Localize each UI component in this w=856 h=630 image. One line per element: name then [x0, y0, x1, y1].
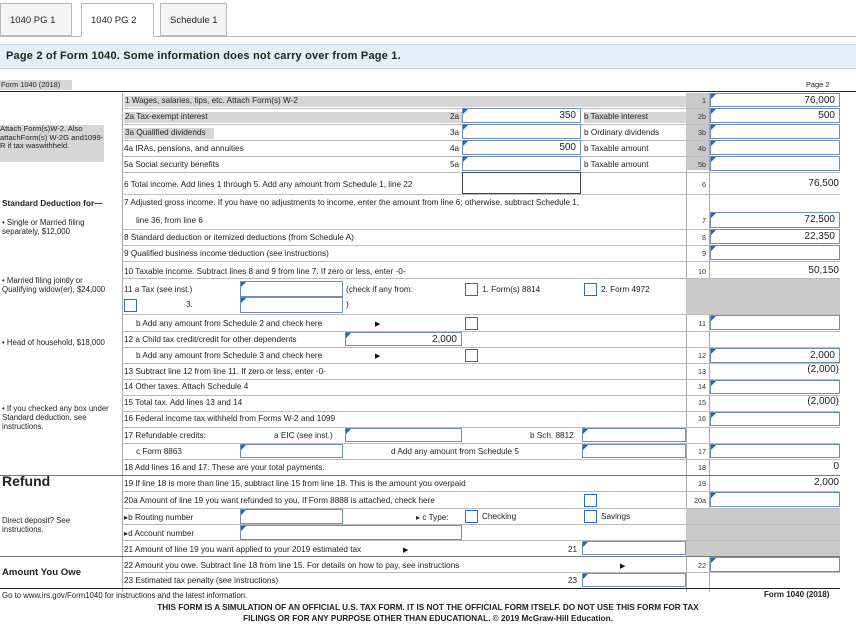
line11-item3-label: 3. [186, 300, 193, 309]
linenum-22: 22 [698, 561, 706, 570]
line7-label: 7 Adjusted gross income. If you have no adjustments to income, enter the amount from line 6; otherwise, subtract Schedule 1, [124, 198, 580, 207]
footer-rule [0, 588, 840, 589]
line11-input[interactable] [710, 315, 840, 330]
row-rule [122, 261, 840, 262]
line19-value: 2,000 [813, 477, 839, 488]
row-rule [122, 572, 840, 573]
tabbar-divider [154, 36, 856, 37]
line15-label: 15 Total tax. Add lines 13 and 14 [124, 398, 243, 407]
line12b-label: b Add any amount from Schedule 3 and check here [136, 351, 323, 360]
line4b-label: b Taxable amount [584, 144, 649, 153]
line13-value: (2,000) [807, 364, 839, 375]
line16-label: 16 Federal income tax withheld from Forms W-2 and 1099 [124, 414, 335, 423]
footer-form-id: Form 1040 (2018) [764, 590, 830, 599]
checking-label: Checking [482, 512, 517, 521]
banner-text: Page 2 of Form 1040. Some information does not carry over from Page 1. [6, 50, 401, 62]
row-rule [122, 427, 840, 428]
line20d-label: ▸d Account number [124, 529, 195, 538]
line5b-input[interactable] [710, 156, 840, 171]
line2b-input[interactable]: 500 [710, 108, 840, 123]
line18-label: 18 Add lines 16 and 17. These are your total payments. [124, 463, 325, 472]
line5a-label: 5a Social security benefits [124, 160, 220, 169]
line3b-label: b Ordinary dividends [584, 128, 660, 137]
shade-line11a [686, 278, 840, 314]
linenum-16: 16 [698, 414, 706, 423]
line20c-label: ▸ c Type: [416, 513, 449, 522]
line2a-label: 2a Tax-exempt interest [124, 112, 462, 123]
line17a-label: a EIC (see inst.) [274, 431, 333, 440]
routing-number-input[interactable] [240, 509, 343, 524]
linenum-10: 10 [698, 267, 706, 276]
row-rule [122, 278, 840, 279]
linenum-2b: 2b [698, 112, 706, 121]
sub-4a: 4a [450, 144, 460, 153]
line12a-label: 12 a Child tax credit/credit for other dependents [124, 335, 297, 344]
line9-qbi-input[interactable] [710, 245, 840, 260]
linenum-19: 19 [698, 479, 706, 488]
arrow-right-icon: ▶ [620, 563, 626, 570]
paren-close: ) [346, 300, 349, 309]
line17-input[interactable] [710, 444, 840, 458]
std-married: • Married filing jointly or Qualifying widow(er), $24,000 [2, 276, 106, 294]
std-single: • Single or Married filing separately, $12,000 [2, 218, 85, 236]
sub-2a: 2a [450, 112, 460, 121]
form-4972-label: 2. Form 4972 [601, 285, 650, 294]
line11-other-checkbox[interactable] [124, 299, 137, 312]
checking-checkbox[interactable] [465, 510, 478, 523]
tabbar-divider [0, 36, 81, 37]
header-rule [0, 91, 856, 92]
amount-owe-title: Amount You Owe [2, 567, 82, 578]
arrow-right-icon: ▶ [375, 321, 381, 328]
linenum-11: 11 [698, 319, 706, 328]
footer-instructions: Go to www.irs.gov/Form1040 for instructions and the latest information. [2, 591, 248, 600]
line21-estimated-input[interactable] [582, 541, 686, 555]
line6-blank-box [462, 172, 581, 194]
line6-label: 6 Total income. Add lines 1 through 5. Add any amount from Schedule 1, line 22 [124, 180, 413, 189]
row-rule [122, 194, 840, 195]
form-8814-checkbox[interactable] [465, 283, 478, 296]
line1-label: 1 Wages, salaries, tips, etc. Attach Form(s) W-2 [124, 96, 686, 107]
linenum-1: 1 [702, 96, 706, 105]
line17c-input[interactable] [240, 444, 343, 458]
line14-label: 14 Other taxes. Attach Schedule 4 [124, 382, 249, 391]
tab-1040-pg1[interactable]: 1040 PG 1 [0, 3, 72, 36]
linenum-18: 18 [698, 463, 706, 472]
line22-label: 22 Amount you owe. Subtract line 18 from line 15. For details on how to pay, see instructions [124, 561, 460, 570]
line16-withheld-input[interactable] [710, 412, 840, 426]
std-checked: • If you checked any box under Standard deduction, see instructions. [2, 404, 109, 431]
line18-value: 0 [833, 461, 839, 472]
form-8888-checkbox[interactable] [584, 494, 597, 507]
line17a-eic-input[interactable] [345, 428, 462, 442]
line1-wages-input[interactable]: 76,000 [710, 93, 840, 107]
std-head: • Head of household, $18,000 [2, 338, 105, 347]
linenum-3b: 3b [698, 128, 706, 137]
linenum-17: 17 [698, 447, 706, 456]
line3b-input[interactable] [710, 124, 840, 139]
line7-label-cont: line 36, from line 6 [136, 216, 203, 225]
line23-label: 23 Estimated tax penalty (see instructions) [124, 576, 279, 585]
line9-label: 9 Qualified business income deduction (see instructions) [124, 249, 329, 258]
line17-label: 17 Refundable credits: [124, 431, 206, 440]
savings-label: Savings [601, 512, 631, 521]
row-rule [122, 540, 840, 541]
sidebar-attach: Attach Form(s)W-2. Also attachForm(s) W-2G and1099-R if tax waswithheld. [0, 125, 104, 162]
line13-label: 13 Subtract line 12 from line 11. If zero or less, enter -0- [124, 367, 326, 376]
line4a-label: 4a IRAs, pensions, and annuities [124, 144, 244, 153]
line17b-input[interactable] [582, 428, 686, 442]
line19-label: 19 If line 18 is more than line 15, subtract line 15 from line 18. This is the amount you overpaid [124, 479, 466, 488]
line6-value: 76,500 [808, 178, 839, 189]
line17b-label: b Sch. 8812 [530, 431, 574, 440]
line3a-input[interactable] [462, 124, 581, 139]
line12-input[interactable]: 2,000 [710, 348, 840, 363]
sub-23: 23 [568, 576, 578, 585]
row-rule [122, 459, 840, 460]
linenum-4b: 4b [698, 144, 706, 153]
arrow-right-icon: ▶ [375, 353, 381, 360]
savings-checkbox[interactable] [584, 510, 597, 523]
refund-title: Refund [2, 473, 51, 489]
tab-schedule-1[interactable]: Schedule 1 [160, 3, 227, 36]
linenum-6: 6 [702, 180, 706, 189]
line11b-checkbox[interactable] [465, 317, 478, 330]
left-divider [122, 93, 123, 592]
line8-deduction-input[interactable]: 22,350 [710, 229, 840, 244]
form-8814-label: 1. Form(s) 8814 [482, 285, 541, 294]
std-deduction-title: Standard Deduction for— [2, 198, 103, 208]
linenum-5b: 5b [698, 160, 706, 169]
arrow-right-icon: ▶ [403, 547, 409, 554]
shade-line20b [686, 508, 709, 556]
line10-value: 50,150 [808, 265, 839, 276]
line4b-input[interactable] [710, 140, 840, 155]
page-banner [0, 44, 856, 69]
shade-line20b-amt [709, 508, 840, 556]
line2b-label: b Taxable interest [584, 112, 686, 123]
line4a-input[interactable]: 500 [462, 140, 581, 155]
line11-other-input[interactable] [240, 297, 343, 313]
linenum-20a: 20a [694, 496, 706, 505]
linenum-13: 13 [698, 367, 706, 376]
line8-label: 8 Standard deduction or itemized deductions (from Schedule A) [124, 233, 354, 242]
line12b-checkbox[interactable] [465, 349, 478, 362]
sub-21: 21 [568, 545, 578, 554]
disclaimer-line2: FILINGS OR FOR ANY PURPOSE OTHER THAN EDUCATIONAL. © 2019 McGraw-Hill Education. [243, 614, 613, 623]
line11b-label: b Add any amount from Schedule 2 and check here [136, 319, 323, 328]
line23-penalty-input[interactable] [582, 573, 686, 587]
line21-label: 21 Amount of line 19 you want applied to your 2019 estimated tax [124, 545, 362, 554]
linenum-8: 8 [702, 233, 706, 242]
row-rule [122, 508, 840, 509]
line20b-label: ▸b Routing number [124, 513, 194, 522]
line14-input[interactable] [710, 380, 840, 394]
account-number-input[interactable] [240, 525, 462, 540]
linenum-12: 12 [698, 351, 706, 360]
line7-agi-input[interactable]: 72,500 [710, 212, 840, 228]
line11a-label: 11 a Tax (see inst.) [124, 285, 193, 294]
row-rule [122, 524, 840, 525]
linenum-14: 14 [698, 382, 706, 391]
linenum-7: 7 [702, 216, 706, 225]
line2a-input[interactable]: 350 [462, 108, 581, 123]
line17c-label: c Form 8863 [136, 447, 182, 456]
row-rule [122, 331, 840, 332]
line11a-tax-input[interactable] [240, 281, 343, 297]
linenum-9: 9 [702, 249, 706, 258]
line20a-label: 20a Amount of line 19 you want refunded to you. If Form 8888 is attached, check here [124, 496, 435, 505]
section-rule-refund [0, 475, 840, 476]
form-header-right: Page 2 [806, 80, 830, 89]
disclaimer-line1: THIS FORM IS A SIMULATION OF AN OFFICIAL U.S. TAX FORM. IT IS NOT THE OFFICIAL FORM ITSELF. DO NOT USE THIS FORM FOR TAX [157, 603, 699, 612]
linenum-15: 15 [698, 398, 706, 407]
line10-label: 10 Taxable income. Subtract lines 8 and 9 from line 7. If zero or less, enter -0- [124, 267, 406, 276]
line11-check-label: (check if any from: [346, 285, 413, 294]
line5a-input[interactable] [462, 156, 581, 171]
line17d-input[interactable] [582, 444, 686, 458]
sub-3a: 3a [450, 128, 460, 137]
form-header-left: Form 1040 (2018) [0, 80, 72, 90]
line20a-refund-input[interactable] [710, 492, 840, 507]
direct-deposit-note: Direct deposit? See instructions. [2, 516, 71, 534]
line3a-label: 3a Qualified dividends [124, 128, 214, 139]
line5b-label: b Taxable amount [584, 160, 649, 169]
line22-owe-input[interactable] [710, 557, 840, 572]
sub-5a: 5a [450, 160, 460, 169]
line15-value: (2,000) [807, 396, 839, 407]
form-4972-checkbox[interactable] [584, 283, 597, 296]
line12a-credit-input[interactable]: 2,000 [345, 332, 462, 346]
line17d-label: d Add any amount from Schedule 5 [391, 447, 519, 456]
tab-1040-pg2[interactable]: 1040 PG 2 [81, 3, 154, 37]
